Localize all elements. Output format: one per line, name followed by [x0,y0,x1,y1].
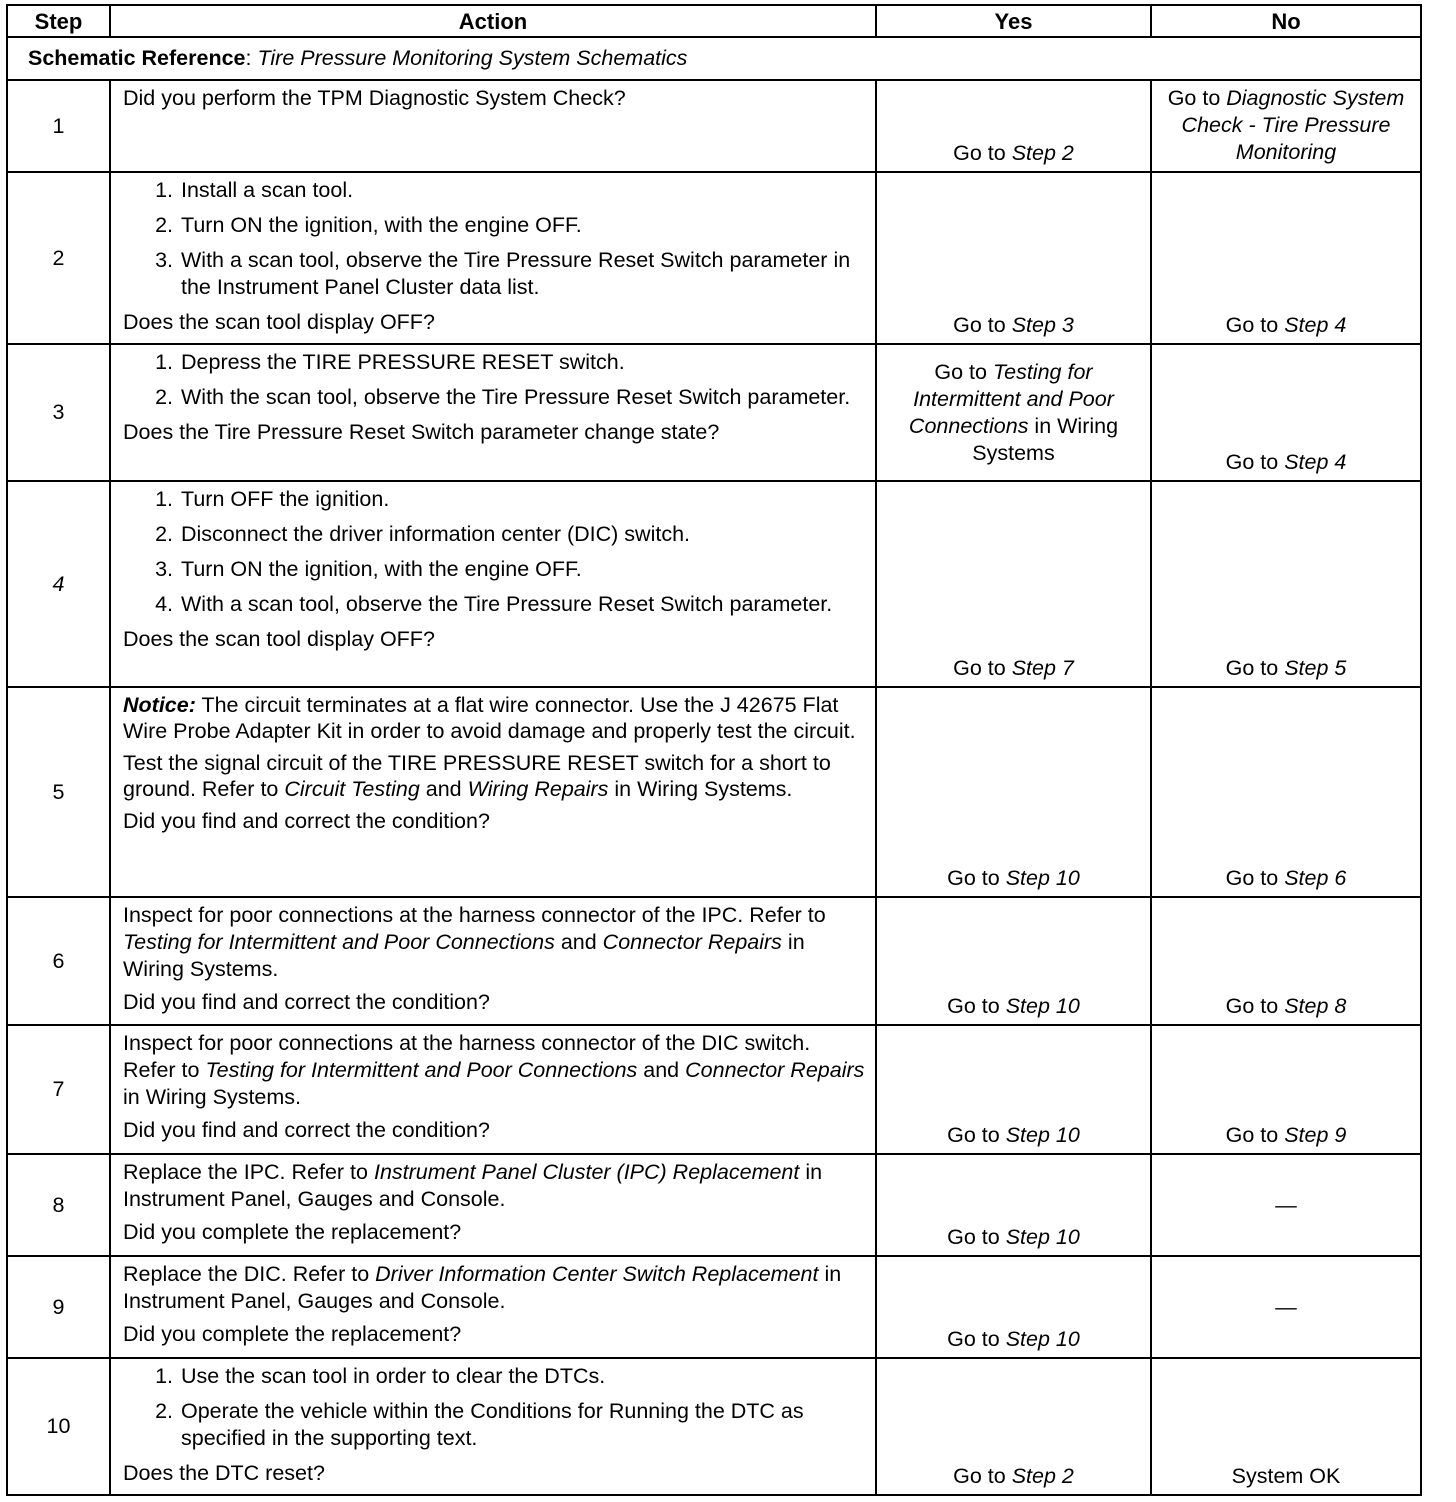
table-row [7,344,1421,481]
table-row [7,481,1421,687]
header-action: Action [110,5,876,37]
action-list [123,486,867,618]
instruction-paragraph [123,750,867,802]
no-cell [1151,344,1421,481]
ref-link[interactable]: Connector Repairs [602,930,782,954]
list-item: 4. With a scan tool, observe the Tire Pressure Reset Switch parameter. [179,591,867,618]
notice-text: The circuit terminates at a flat wire connector. Use the J 42675 Flat Wire Probe Adapter Kit in order to avoid damage and properly test the circuit. [123,693,856,743]
question-text: Does the Tire Pressure Reset Switch parameter change state? [123,420,720,444]
yes-cell [876,80,1151,172]
yes-link[interactable]: Step 10 [1005,994,1080,1018]
action-cell [110,687,876,897]
goto-text: Go to [953,656,1012,680]
instruction-text: in Wiring Systems. [608,777,793,801]
instruction-text: and [554,930,603,954]
yes-cell [876,1025,1151,1154]
schematic-sep: : [245,46,258,70]
table-row [7,1025,1421,1154]
ref-link[interactable]: Connector Repairs [685,1058,865,1082]
no-link[interactable]: Step 5 [1284,656,1347,680]
list-item: 2. Turn ON the ignition, with the engine OFF. [179,212,867,239]
yes-cell [876,1358,1151,1495]
yes-tail: in Wiring Systems [972,413,1119,465]
instruction-paragraph [123,902,867,983]
step-number: 2 [7,172,110,344]
action-list [123,177,867,301]
instruction-text: Inspect for poor connections at the harness connector of the IPC. Refer to [123,903,826,927]
step-number: 6 [7,897,110,1025]
yes-cell [876,1154,1151,1256]
question-text: Does the scan tool display OFF? [123,627,435,651]
goto-text: Go to [1225,866,1285,890]
action-cell [110,1256,876,1358]
no-cell: — [1151,1256,1421,1358]
list-item: 1. Use the scan tool in order to clear the DTCs. [179,1363,867,1390]
list-item: 3. With a scan tool, observe the Tire Pressure Reset Switch parameter in the Instrument Panel Cluster data list. [179,247,867,301]
table-row [7,1358,1421,1495]
no-cell [1151,897,1421,1025]
instruction-paragraph [123,1030,867,1111]
table-row [7,1256,1421,1358]
step-number: 1 [7,80,110,172]
yes-link[interactable]: Step 10 [1005,1327,1080,1351]
instruction-text: in Wiring Systems. [123,930,805,981]
question-text: Did you find and correct the condition? [123,990,490,1014]
instruction-text: in Instrument Panel, Gauges and Console. [123,1160,823,1211]
action-cell [110,1154,876,1256]
list-item: 2. Disconnect the driver information center (DIC) switch. [179,521,867,548]
no-link[interactable]: Step 9 [1284,1123,1347,1147]
instruction-paragraph [123,1261,867,1315]
instruction-text: Replace the IPC. Refer to [123,1160,374,1184]
instruction-text: and [637,1058,686,1082]
instruction-text: and [419,777,468,801]
list-item: 3. Turn ON the ignition, with the engine OFF. [179,556,867,583]
goto-text: Go to [947,1225,1006,1249]
notice-paragraph [123,692,867,744]
header-step: Step [7,5,110,37]
goto-text: Go to [953,313,1012,337]
ref-link[interactable]: Circuit Testing [284,777,420,801]
no-cell [1151,1025,1421,1154]
goto-text: Go to [1225,450,1285,474]
instruction-paragraph [123,1159,867,1213]
schematic-link[interactable]: Tire Pressure Monitoring System Schematics [257,46,688,70]
goto-text: Go to [934,359,993,384]
goto-text: Go to [953,141,1012,165]
no-cell [1151,481,1421,687]
no-cell [1151,172,1421,344]
yes-link[interactable]: Step 2 [1011,141,1074,165]
list-item: 1. Depress the TIRE PRESSURE RESET switch. [179,349,867,376]
action-cell [110,344,876,481]
table-row [7,172,1421,344]
yes-link[interactable]: Step 3 [1011,313,1074,337]
action-cell [110,172,876,344]
yes-link[interactable]: Step 7 [1011,656,1074,680]
goto-text: Go to [1225,313,1285,337]
yes-cell [876,687,1151,897]
instruction-text: in Instrument Panel, Gauges and Console. [123,1262,842,1313]
action-cell [110,897,876,1025]
goto-text: Go to [947,1123,1006,1147]
yes-cell [876,1256,1151,1358]
instruction-text: Test the signal circuit of the TIRE PRESSURE RESET switch for a short to ground. Refer to [123,751,831,801]
no-link[interactable]: Step 4 [1284,450,1347,474]
notice-label: Notice: [123,693,196,717]
goto-text: Go to [1167,86,1227,110]
instruction-text: in Wiring Systems. [123,1085,302,1109]
step-number: 10 [7,1358,110,1495]
no-cell [1151,80,1421,172]
instruction-text: Inspect for poor connections at the harness connector of the DIC switch. Refer to [123,1031,811,1082]
schematic-reference-row [7,37,1421,80]
question-text: Does the DTC reset? [123,1461,325,1485]
schematic-reference [7,37,1421,80]
question-text: Does the scan tool display OFF? [123,310,435,334]
no-link[interactable]: Diagnostic System Check - Tire Pressure Monitoring [1181,86,1405,164]
no-cell: System OK [1151,1358,1421,1495]
yes-link[interactable]: Step 10 [1005,1123,1080,1147]
yes-cell [876,897,1151,1025]
yes-link[interactable]: Step 10 [1005,866,1080,890]
schematic-label: Schematic Reference [28,46,246,70]
ref-link[interactable]: Testing for Intermittent and Poor Connections [123,930,555,954]
ref-link[interactable]: Instrument Panel Cluster (IPC) Replacement [373,1160,800,1184]
goto-text: Go to [947,994,1006,1018]
action-cell [110,481,876,687]
action-list [123,1363,867,1452]
no-cell [1151,687,1421,897]
table-row [7,1154,1421,1256]
action-list [123,349,867,411]
yes-cell [876,172,1151,344]
list-item: 2. Operate the vehicle within the Conditions for Running the DTC as specified in the supporting text. [179,1398,867,1452]
ref-link[interactable]: Wiring Repairs [467,777,609,801]
list-item: 2. With the scan tool, observe the Tire Pressure Reset Switch parameter. [179,384,867,411]
step-number: 8 [7,1154,110,1256]
goto-text: Go to [1225,994,1285,1018]
no-link[interactable]: Step 8 [1284,994,1347,1018]
yes-cell [876,481,1151,687]
table-row [7,897,1421,1025]
action-cell [110,1025,876,1154]
yes-link[interactable]: Step 10 [1005,1225,1080,1249]
step-number: 5 [7,687,110,897]
yes-link[interactable]: Step 2 [1011,1464,1074,1488]
header-yes: Yes [876,5,1151,37]
question-text: Did you find and correct the condition? [123,809,490,833]
ref-link[interactable]: Testing for Intermittent and Poor Connections [205,1058,638,1082]
diagnostic-table [6,4,1422,1496]
list-item: 1. Turn OFF the ignition. [179,486,867,513]
question-text: Did you complete the replacement? [123,1322,462,1346]
header-row [7,5,1421,37]
table-row [7,687,1421,897]
list-item: 1. Install a scan tool. [179,177,867,204]
goto-text: Go to [953,1464,1012,1488]
action-cell [110,80,876,172]
goto-text: Go to [1225,1123,1285,1147]
header-no: No [1151,5,1421,37]
question-text: Did you complete the replacement? [123,1220,462,1244]
yes-cell [876,344,1151,481]
step-number: 7 [7,1025,110,1154]
question-text: Did you find and correct the condition? [123,1118,490,1142]
action-cell [110,1358,876,1495]
no-cell: — [1151,1154,1421,1256]
instruction-text: Replace the DIC. Refer to [123,1262,376,1286]
goto-text: Go to [947,1327,1006,1351]
step-number: 3 [7,344,110,481]
table-row [7,80,1421,172]
step-number: 4 [7,481,110,687]
yes-link[interactable]: Testing for Intermittent and Poor Connections [908,359,1114,438]
goto-text: Go to [1225,656,1285,680]
goto-text: Go to [947,866,1006,890]
ref-link[interactable]: Driver Information Center Switch Replacement [375,1262,819,1286]
step-number: 9 [7,1256,110,1358]
question-text: Did you perform the TPM Diagnostic System Check? [123,86,626,110]
no-link[interactable]: Step 4 [1284,313,1347,337]
no-link[interactable]: Step 6 [1284,866,1347,890]
